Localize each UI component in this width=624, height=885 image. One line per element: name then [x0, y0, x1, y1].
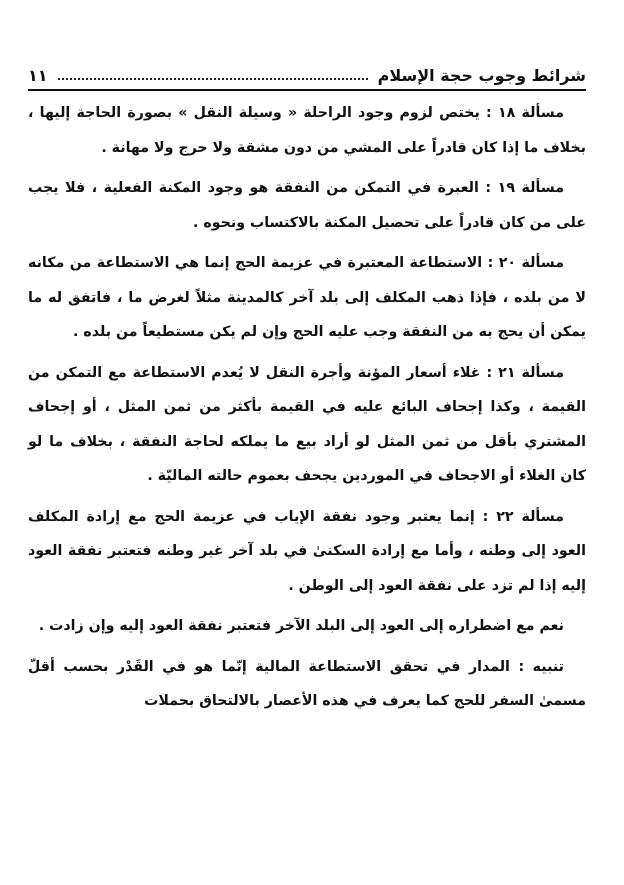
issue-22-paragraph — [28, 500, 586, 604]
issue-19-paragraph — [28, 171, 586, 240]
issue-text: إنما يعتبر وجود نفقة الإياب في عزيمة الحج مع إرادة المكلف العود إلى وطنه ، وأما مع إرادة السكنىٰ في بلد آخر غير وطنه فتعتبر نفقة العود إليه إذا لم تزد على نفقة العود إلى الوطن . — [28, 508, 586, 594]
note-paragraph — [28, 650, 586, 719]
header-dotted-leader — [58, 77, 368, 80]
issue-text: يختص لزوم وجود الراحلة « وسيلة النقل » بصورة الحاجة إليها ، بخلاف ما إذا كان قادراً على المشي من دون مشقة ولا حرج ولا مهانة . — [28, 105, 586, 156]
header-rule — [28, 89, 586, 91]
page-body — [28, 96, 586, 725]
note-label: تنبيه : — [518, 658, 564, 675]
issue-label: مسألة ٢٢ : — [482, 508, 564, 525]
issue-label: مسألة ١٨ : — [486, 105, 564, 121]
running-header-title: شرائط وجوب حجة الإسلام — [377, 66, 586, 85]
issue-20-paragraph — [28, 246, 586, 350]
note-text: المدار في تحقق الاستطاعة المالية إنّما هو في القَدْر بحسب أقلّ مسمىٰ السفر للحج كما يعرف في هذه الأعصار بالالتحاق بحملات — [28, 658, 586, 709]
paragraph-text: نعم مع اضطراره إلى العود إلى البلد الآخر فتعتبر نفقة العود إليه وإن زادت . — [38, 618, 564, 634]
running-header — [28, 52, 586, 86]
issue-21-paragraph — [28, 356, 586, 494]
issue-label: مسألة ١٩ : — [485, 180, 565, 196]
issue-text: العبرة في التمكن من النفقة هو وجود المكنة الفعلية ، فلا يجب على من كان قادراً على تحصيل المكنة بالاكتساب ونحوه . — [28, 180, 586, 231]
issue-18-paragraph — [28, 96, 586, 165]
issue-text: غلاء أسعار المؤنة وأجرة النقل لا يُعدم الاستطاعة مع التمكن من القيمة ، وكذا إجحاف البائع عليه في القيمة بأكثر من ثمن المثل ، أو إجحاف المشتري بأقل من ثمن المثل لو أراد بيع ما يملكه لحاجة النفقة ، بخلاف ما لو كان الغلاء أو الاجحاف في الموردين يجحف بعموم حالته الماليّة . — [28, 364, 586, 484]
issue-22-continuation-paragraph — [28, 609, 586, 644]
page-number: ١١ — [28, 66, 48, 85]
issue-text: الاستطاعة المعتبرة في عزيمة الحج إنما هي الاستطاعة من مكانه لا من بلده ، فإذا ذهب المكلف إلى بلد آخر كالمدينة مثلاً لغرض ما ، فاتفق له ما يمكن أن يحج به من النفقة وجب عليه الحج وإن لم يكن مستطيعاً من بلده . — [28, 255, 586, 340]
issue-label: مسألة ٢١ : — [486, 364, 564, 381]
issue-label: مسألة ٢٠ : — [487, 255, 564, 271]
